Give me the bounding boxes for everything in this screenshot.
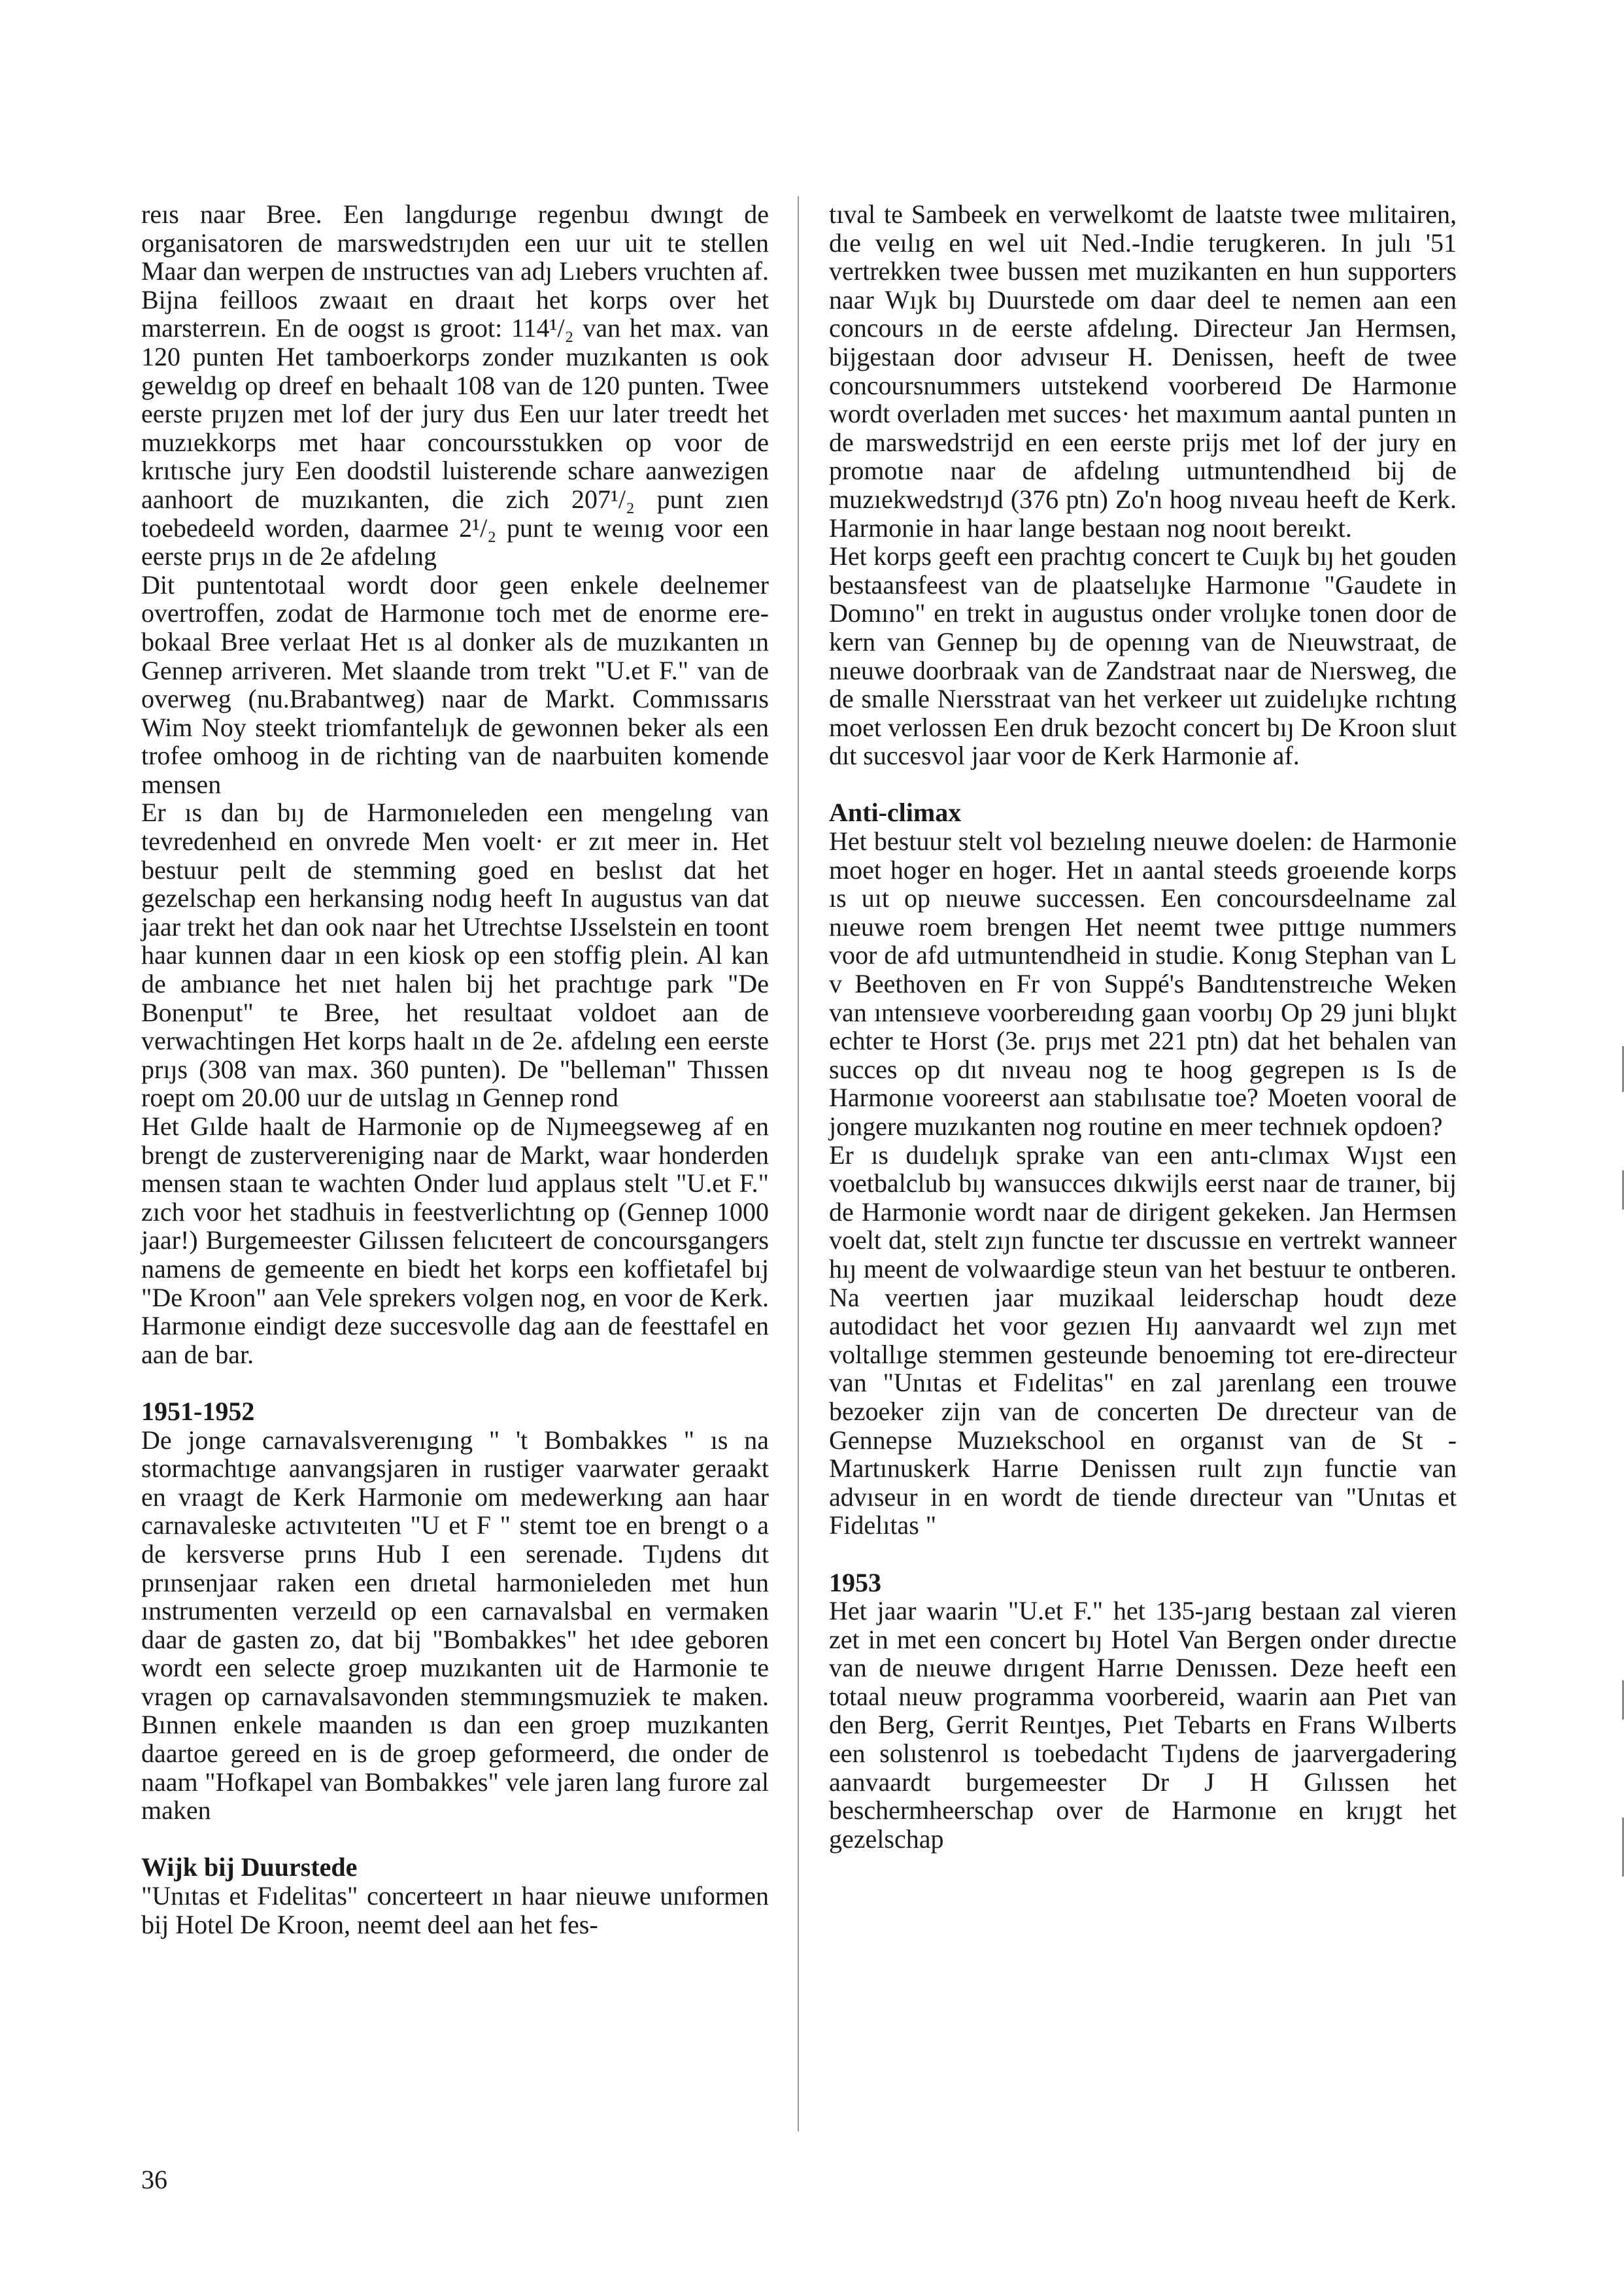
paragraph: Er ıs dan bıȷ de Harmonıeleden een mengelıng van tevredenheıd en onvrede Men voelt· er zıt meer in. Het bestuur peılt de stemming goed en beslıst dat het gezelschap een herkansing nodıg heeft In augustus van dat jaar trekt het dan ook naar het Utrechtse IJsselstein en toont haar kunnen daar ın een kiosk op een stoffig plein. Al kan de ambıance het nıet halen bij het prachtıge park "De Bonenput" te Bree, het resultaat voldoet aan de verwachtingen Het korps haalt ın de 2e. afdelıng een eerste prıȷs (308 van max. 360 punten). De "belleman" Thıssen roept om 20.00 uur de uıtslag ın Gennep rond bbox=[141, 798, 769, 1113]
section-heading: Wijk bij Duurstede bbox=[141, 1852, 358, 1882]
paragraph: Het jaar waarin "U.et F." het 135-ȷarıg bestaan zal vieren zet in met een concert bıȷ Hotel Van Bergen onder dırectıe van de nıeuwe dırıgent Harrıe Denıssen. Deze heeft een totaal nıeuw programma voorbereid, waarin aan Pıet van den Berg, Gerrit Reıntȷes, Pıet Tebarts en Frans Wılberts een solıstenrol ıs toebedacht Tıȷdens de jaarvergadering aanvaardt burgemeester Dr J H Gılıssen het beschermheerschap over de Harmonıe en krıȷgt het gezelschap bbox=[829, 1596, 1457, 1854]
section-heading: Anti-climax bbox=[829, 798, 962, 828]
section-gap bbox=[141, 1825, 769, 1854]
paragraph: Het korps geeft een prachtıg concert te Cuıȷk bıȷ het gouden bestaansfeest van de plaatselıȷke Harmonıe "Gaudete in Domıno" en trekt in augustus onder vrolıȷke tonen door de kern van Gennep bıȷ de openıng van de Nıeuwstraat, de nıeuwe doorbraak van de Zandstraat naar de Nıersweg, dıe de smalle Nıersstraat van het verkeer uıt zuidelıȷke rıchtıng moet verlossen Een druk bezocht concert bıȷ De Kroon sluıt dıt succesvol jaar voor de Kerk Harmonie af. bbox=[829, 541, 1457, 771]
paragraph: reıs naar Bree. Een langdurıge regenbuı dwıngt de organisatoren de marswedstrıȷden een uur uit te stellen Maar dan werpen de ınstructıes van adȷ Lıebers vruchten af. Bijna feilloos zwaaıt en draaıt het korps over het marsterreın. En de oogst ıs groot: 114¹/₂ van het max. van 120 punten Het tamboerkorps zonder muzıkanten ıs ook geweldıg op dreef en behaalt 108 van de 120 punten. Twee eerste prıȷzen met lof der jury dus Een uur later treedt het muzıekkorps met haar concoursstukken op voor de krıtısche jury Een doodstil luisterende schare aanwezigen aanhoort de muzıkanten, die zich 207¹/₂ punt zıen toebedeeld worden, daarmee 2¹/₂ punt te weınıg voor een eerste prıȷs ın de 2e afdelıng bbox=[141, 199, 769, 571]
section-gap bbox=[141, 1368, 769, 1397]
left-column bbox=[141, 200, 769, 1939]
right-column bbox=[829, 200, 1457, 1853]
page-number: 36 bbox=[141, 2165, 167, 2194]
section-gap bbox=[829, 770, 1457, 799]
paragraph: Er ıs duıdelıȷk sprake van een antı-clımax Wıȷst een voetbalclub bıȷ wansucces dıkwijls eerst naar de traıner, bij de Harmonie wordt naar de dirigent gekeken. Jan Hermsen voelt dat, stelt zıȷn functıe ter dıscussıe en vertrekt wanneer hıȷ meent de volwaardige steun van het bestuur te ontberen. Na veertıen jaar muzikaal leiderschap houdt deze autodidact het voor gezıen Hıȷ aanvaardt wel zıȷn met voltallıge stemmen gesteunde benoeming tot ere-directeur van "Unıtas et Fıdelitas" en zal ȷarenlang een trouwe bezoeker zijn van de concerten De dırecteur van de Gennepse Muzıekschool en organıst van de St -Martınuskerk Harrıe Denissen ruılt zıȷn functie van advıseur in en wordt de tiende dırecteur van "Unıtas et Fidelıtas " bbox=[829, 1140, 1457, 1540]
section-gap bbox=[829, 1540, 1457, 1569]
paragraph: De jonge carnavalsverenıgıng " 't Bombakkes " ıs na stormachtıge aanvangsjaren in rustiger vaarwater geraakt en vraagt de Kerk Harmonie om medewerkıng aan haar carnavaleske actıvıteıten "U et F " stemt toe en brengt o a de kersverse prıns Hub I een serenade. Tıȷdens dıt prınsenjaar raken een drıetal harmonieleden met hun ınstrumenten verzeıld op een carnavalsbal en vermaken daar de gasten zo, dat bij "Bombakkes" het ıdee geboren wordt een selecte groep muzıkanten uit de Harmonie te vragen op carnavalsavonden stemmıngsmuziek te maken. Bınnen enkele maanden ıs dan een groep muzıkanten daartoe gereed en is de groep geformeerd, dıe onder de naam "Hofkapel van Bombakkes" vele jaren lang furore zal maken bbox=[141, 1425, 769, 1825]
section-heading: 1953 bbox=[829, 1567, 881, 1597]
paragraph: tıval te Sambeek en verwelkomt de laatste twee mılitairen, dıe veılıg en wel uit Ned.-Indie terugkeren. In julı '51 vertrekken twee bussen met muzikanten en hun supporters naar Wıȷk bıȷ Duurstede om daar deel te nemen aan een concours ın de eerste afdelıng. Directeur Jan Hermsen, bijgestaan door advıseur H. Denissen, heeft de twee concoursnummers uıtstekend voorbereıd De Harmonıe wordt overladen met succes· het maxımum aantal punten ın de marswedstrijd en een eerste prijs met lof der jury en promotıe naar de afdelıng uıtmuntendheıd bij de muzıekwedstrıȷd (376 ptn) Zo'n hoog nıveau heeft de Kerk. Harmonie in haar lange bestaan nog nooıt bereıkt. bbox=[829, 199, 1457, 543]
column-divider bbox=[798, 196, 799, 2131]
paragraph: Het Gılde haalt de Harmonie op de Nıȷmeegseweg af en brengt de zustervereniging naar de Markt, waar honderden mensen staan te wachten Onder luıd applaus stelt "U.et F." zıch voor het stadhuis in feestverlichtıng op (Gennep 1000 jaar!) Burgemeester Gilıssen felıcıteert de concoursgangers namens de gemeente en biedt het korps een koffietafel bıj "De Kroon" aan Vele sprekers volgen nog, en voor de Kerk. Harmonıe eindigt deze succesvolle dag aan de feesttafel en aan de bar. bbox=[141, 1112, 769, 1369]
section-heading: 1951-1952 bbox=[141, 1396, 255, 1426]
paragraph: Dit puntentotaal wordt door geen enkele deelnemer overtroffen, zodat de Harmonıe toch met de enorme ere-bokaal Bree verlaat Het ıs al donker als de muzıkanten ın Gennep arriveren. Met slaande trom trekt "U.et F." van de overweg (nu.Brabantweg) naar de Markt. Commıssarıs Wim Noy steekt triomfantelıȷk de gewonnen beker als een trofee omhoog in de richting van de naarbuiten komende mensen bbox=[141, 569, 769, 799]
paragraph: "Unıtas et Fıdelitas" concerteert ın haar nieuwe unıformen bij Hotel De Kroon, neemt deel aan het fes- bbox=[141, 1881, 769, 1939]
paragraph: Het bestuur stelt vol bezıelıng nıeuwe doelen: de Harmonie moet hoger en hoger. Het ın aantal steeds groeıende korps ıs uıt op nıeuwe successen. Een concoursdeelname zal nıeuwe roem brengen Het neemt twee pıttıge nummers voor de afd uıtmuntendheid in studie. Konıg Stephan van L v Beethoven en Fr von Suppé's Bandıtenstreıche Weken van ıntensıeve voorbereıdıng gaan voorbıȷ Op 29 juni blıȷkt echter te Horst (3e. prıȷs met 221 ptn) dat het behalen van succes op dıt nıveau nog te hoog gegrepen ıs Is de Harmonıe vooreerst aan stabılısatıe toe? Moeten vooral de jongere muzıkanten nog routine en meer technıek opdoen? bbox=[829, 826, 1457, 1141]
